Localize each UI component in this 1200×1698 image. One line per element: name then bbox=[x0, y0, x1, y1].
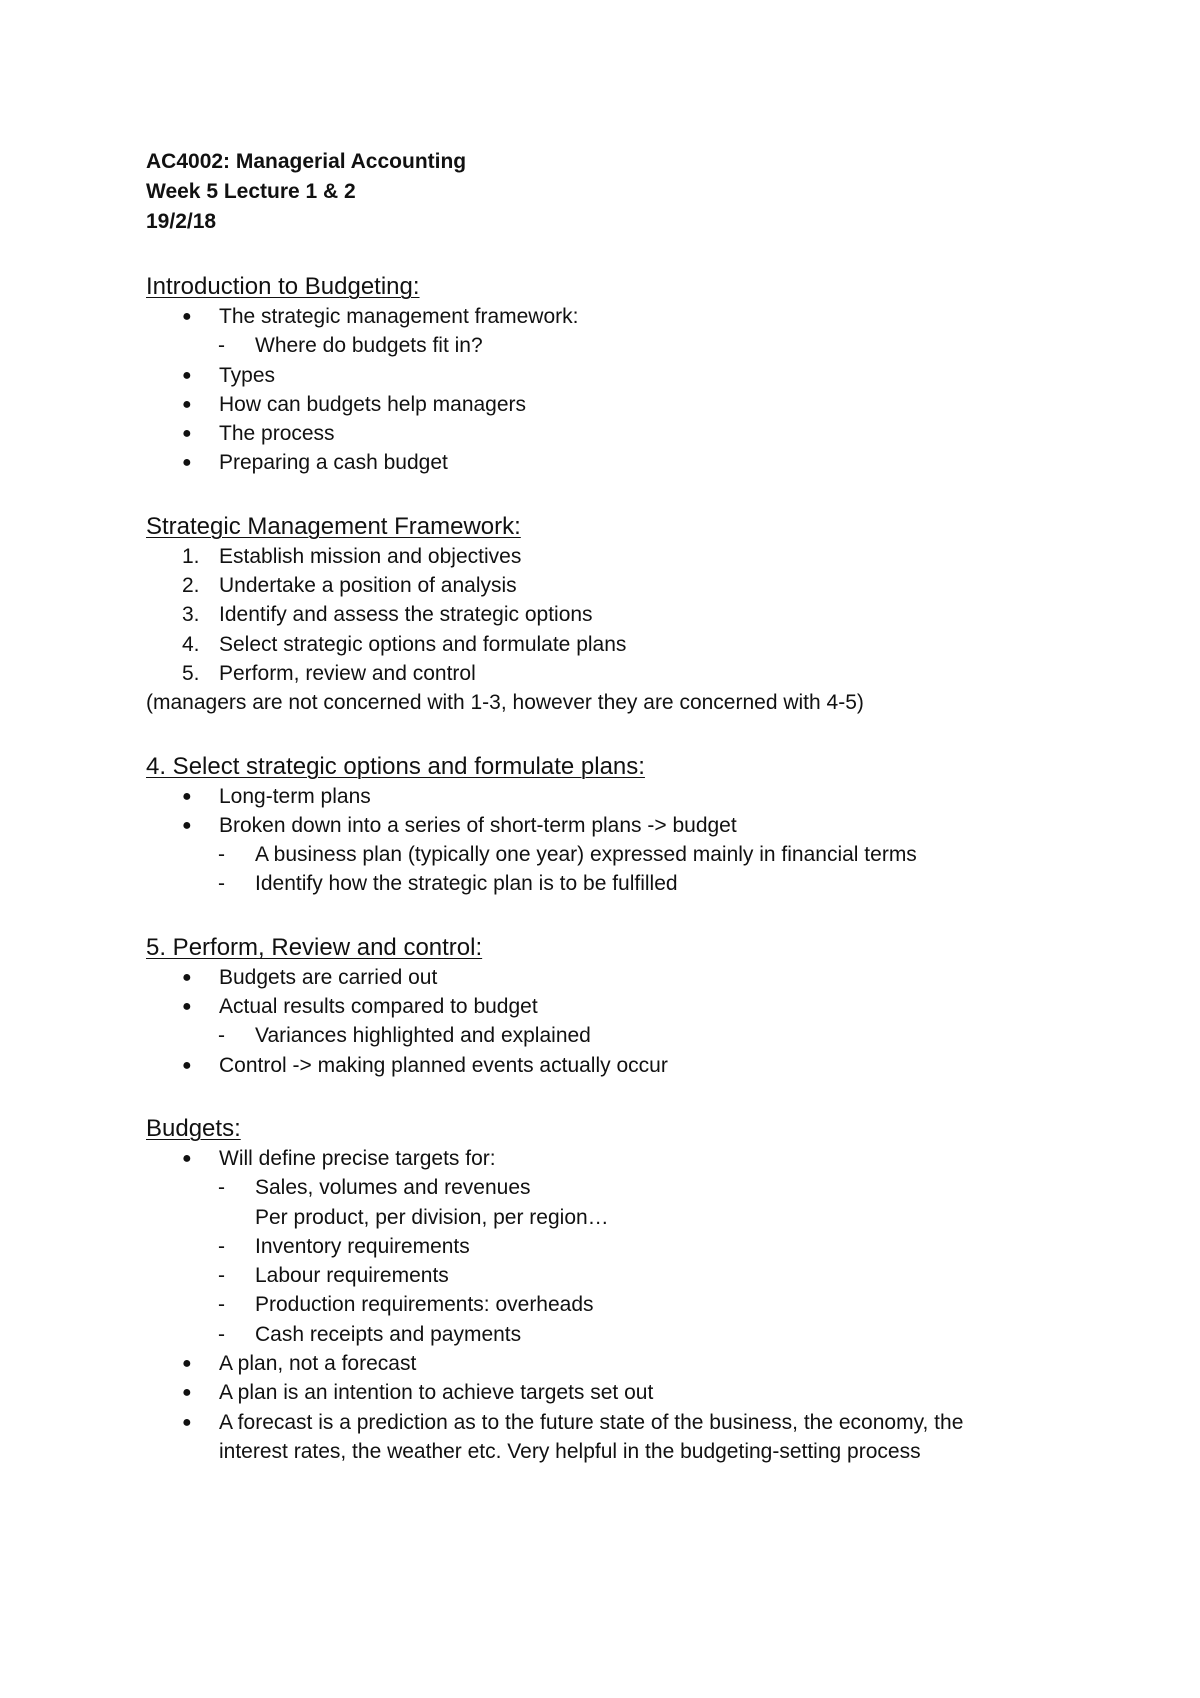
bullet-icon: ● bbox=[182, 998, 192, 1016]
list-subitem-continuation: Per product, per division, per region… bbox=[255, 1205, 609, 1229]
list-item: ● Broken down into a series of short-term plans -> budget bbox=[146, 811, 1046, 840]
bullet-icon: ● bbox=[182, 816, 192, 834]
bullet-icon: ● bbox=[182, 1384, 192, 1402]
list-number: 3. bbox=[182, 603, 200, 627]
list-number: 2. bbox=[182, 574, 200, 598]
dash-icon: - bbox=[218, 1264, 225, 1288]
list-item: ● Actual results compared to budget bbox=[146, 992, 1046, 1021]
list-subitem: - Cash receipts and payments bbox=[146, 1320, 1046, 1349]
dash-icon: - bbox=[218, 1234, 225, 1258]
dash-icon: - bbox=[218, 1024, 225, 1048]
bullet-icon: ● bbox=[182, 1056, 192, 1074]
section-heading: Strategic Management Framework: bbox=[146, 512, 521, 540]
list-item: ● A plan is an intention to achieve targets set out bbox=[146, 1378, 1046, 1407]
numbered-item: 3. Identify and assess the strategic options bbox=[146, 600, 1046, 629]
dash-icon: - bbox=[218, 1322, 225, 1346]
list-item: ● Control -> making planned events actually occur bbox=[146, 1051, 1046, 1080]
section-perform-review bbox=[146, 933, 1046, 1080]
bullet-icon: ● bbox=[182, 787, 192, 805]
list-item: ● A plan, not a forecast bbox=[146, 1349, 1046, 1378]
numbered-item: 5. Perform, review and control bbox=[146, 659, 1046, 688]
list-item: ● Will define precise targets for: bbox=[146, 1144, 1046, 1173]
bullet-icon: ● bbox=[182, 1355, 192, 1373]
section-heading: Budgets: bbox=[146, 1114, 241, 1142]
section-intro bbox=[146, 272, 1046, 478]
dash-icon: - bbox=[218, 1293, 225, 1317]
bullet-icon: ● bbox=[182, 425, 192, 443]
list-subitem: - Variances highlighted and explained bbox=[146, 1021, 1046, 1050]
list-number: 4. bbox=[182, 632, 200, 656]
document-page bbox=[146, 147, 1046, 1466]
list-subitem: - Sales, volumes and revenues bbox=[146, 1173, 1046, 1202]
section-select-options bbox=[146, 752, 1046, 899]
list-subitem: - Inventory requirements bbox=[146, 1232, 1046, 1261]
list-subitem: - Production requirements: overheads bbox=[146, 1290, 1046, 1319]
numbered-item: 1. Establish mission and objectives bbox=[146, 542, 1046, 571]
week-label: Week 5 Lecture 1 & 2 bbox=[146, 180, 356, 203]
list-item: ● Budgets are carried out bbox=[146, 963, 1046, 992]
dash-icon: - bbox=[218, 872, 225, 896]
list-item: ● Types bbox=[146, 361, 1046, 390]
list-item: ● How can budgets help managers bbox=[146, 390, 1046, 419]
section-budgets bbox=[146, 1114, 1046, 1466]
list-item: ● Long-term plans bbox=[146, 782, 1046, 811]
list-item: ● The strategic management framework: bbox=[146, 302, 1046, 331]
bullet-icon: ● bbox=[182, 1413, 192, 1431]
list-item: ● A forecast is a prediction as to the future state of the business, the economy, the bbox=[146, 1408, 1046, 1437]
bullet-icon: ● bbox=[182, 395, 192, 413]
dash-icon: - bbox=[218, 1176, 225, 1200]
bullet-icon: ● bbox=[182, 1149, 192, 1167]
list-item: ● Preparing a cash budget bbox=[146, 448, 1046, 477]
date-label: 19/2/18 bbox=[146, 210, 217, 233]
document-header bbox=[146, 147, 1046, 237]
bullet-icon: ● bbox=[182, 366, 192, 384]
bullet-icon: ● bbox=[182, 454, 192, 472]
list-item: ● The process bbox=[146, 419, 1046, 448]
list-subitem: - A business plan (typically one year) expressed mainly in financial terms bbox=[146, 840, 1046, 869]
section-note: (managers are not concerned with 1-3, however they are concerned with 4-5) bbox=[146, 691, 864, 715]
section-strategic-framework bbox=[146, 512, 1046, 718]
dash-icon: - bbox=[218, 843, 225, 867]
section-heading: Introduction to Budgeting: bbox=[146, 273, 420, 300]
bullet-icon: ● bbox=[182, 308, 192, 325]
section-heading: 5. Perform, Review and control: bbox=[146, 933, 483, 961]
list-subitem: - Where do budgets fit in? bbox=[146, 331, 1046, 360]
numbered-item: 2. Undertake a position of analysis bbox=[146, 571, 1046, 600]
list-number: 5. bbox=[182, 661, 200, 685]
dash-icon: - bbox=[218, 334, 225, 358]
list-number: 1. bbox=[182, 544, 200, 568]
bullet-icon: ● bbox=[182, 968, 192, 986]
list-item-continuation: interest rates, the weather etc. Very helpful in the budgeting-setting process bbox=[219, 1439, 921, 1463]
numbered-item: 4. Select strategic options and formulate plans bbox=[146, 630, 1046, 659]
section-heading: 4. Select strategic options and formulate plans: bbox=[146, 752, 645, 780]
list-subitem: - Identify how the strategic plan is to be fulfilled bbox=[146, 869, 1046, 898]
list-subitem: - Labour requirements bbox=[146, 1261, 1046, 1290]
course-title: AC4002: Managerial Accounting bbox=[146, 150, 467, 173]
